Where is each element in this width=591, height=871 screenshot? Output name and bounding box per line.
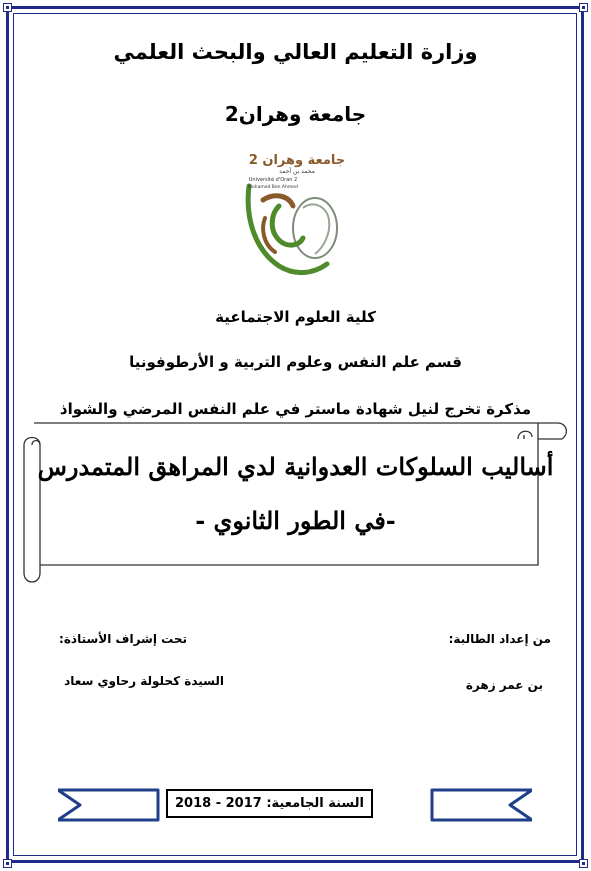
student-name: بن عمر زهرة [465,678,543,692]
university-logo [243,148,351,280]
faculty-name: كلية العلوم الاجتماعية [215,308,376,326]
ministry-heading: وزارة التعليم العالي والبحث العلمي [113,40,478,64]
thesis-title-line1: أساليب السلوكات العدوانية لدي المراهق المتمدرس [37,452,554,481]
university-heading: جامعة وهران2 [224,102,367,126]
supervisor-label: تحت إشراف الأستاذة: [59,632,187,646]
border-corner-top-right [579,3,588,12]
logo-latin-line1: Université d'Oran 2 [248,177,298,183]
logo-arabic-subtitle: محمد بن أحمد [279,168,315,175]
academic-year: السنة الجامعية: 2017 - 2018 [166,789,373,818]
thesis-title-line2: -في الطور الثانوي - [195,506,396,535]
border-corner-top-left [3,3,12,12]
title-scroll-banner [18,415,580,587]
border-corner-bottom-left [3,859,12,868]
supervisor-name: السيدة كحلولة رحاوي سعاد [64,674,224,688]
memo-type: مذكرة تخرج لنيل شهادة ماستر في علم النفس المرضي والشواذ [59,400,532,418]
logo-arabic-name: جامعة وهران 2 [248,153,346,168]
department-name: قسم علم النفس وعلوم التربية و الأرطوفونيا [129,353,462,371]
border-corner-bottom-right [579,859,588,868]
logo-latin-line2: Mohamed Ben Ahmed [248,185,298,190]
student-label: من إعداد الطالبة: [448,632,551,646]
